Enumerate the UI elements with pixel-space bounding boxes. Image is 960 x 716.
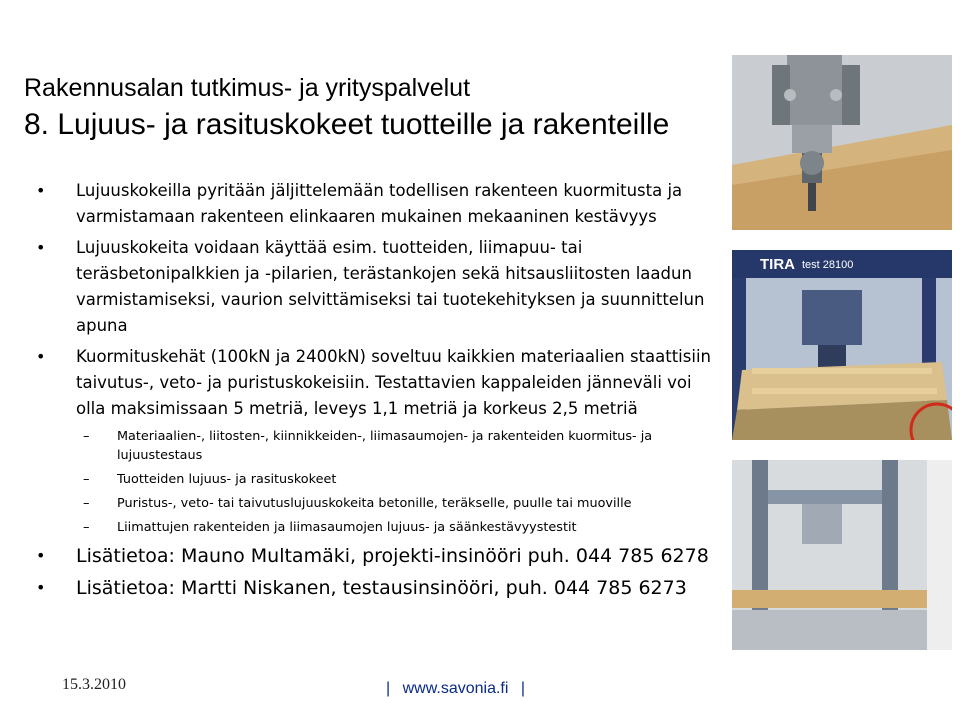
bullet-dot: • [36,181,46,200]
bullet-dot: • [36,238,46,257]
sub-bullet-item [36,518,717,537]
bullet-item [36,235,716,339]
bullet-item [36,344,716,422]
dash-marker: – [83,429,90,444]
bullet-text: Kuormituskehät (100kN ja 2400kN) soveltuu kaikkien materiaalien staattisiin taivutus-, veto- ja puristuskokeisiin. Testattavien kappaleiden jänneväli voi olla maksimissaan 5 metriä, leveys 1,1 metriä ja korkeus 2,5 metriä [76,347,711,418]
website-link[interactable]: www.savonia.fi [402,680,509,697]
test-machine-photo [732,55,952,230]
footer-separator: | [520,680,526,697]
contact-item [36,542,716,570]
tira-frame-photo [732,250,952,440]
sub-bullet-text: Tuotteiden lujuus- ja rasituskokeet [117,472,337,487]
contact-text: Lisätietoa: Mauno Multamäki, projekti-insinööri puh. 044 785 6278 [76,545,709,567]
sub-bullet-text: Materiaalien-, liitosten-, kiinnikkeiden-, liimasaumojen- ja rakenteiden kuormitus- ja lujuustestaus [117,429,653,463]
bullet-dot: • [36,347,46,366]
footer-date: 15.3.2010 [62,676,126,693]
bullet-list [36,178,716,606]
sub-bullet-text: Puristus-, veto- tai taivutuslujuuskokeita betonille, teräkselle, puulle tai muoville [117,496,632,511]
bullet-dot: • [36,578,46,597]
dash-marker: – [83,472,90,487]
bullet-dot: • [36,546,46,565]
tira-model: test 28100 [802,259,854,271]
sub-bullet-item [36,470,717,489]
dash-marker: – [83,520,90,535]
footer-website [386,680,525,698]
sub-bullet-text: Liimattujen rakenteiden ja liimasaumojen lujuus- ja säänkestävyystestit [117,520,577,535]
loading-frame-photo [732,460,952,650]
slide-title: 8. Lujuus- ja rasituskokeet tuotteille ja rakenteille [24,108,670,141]
contact-item [36,574,716,602]
sub-bullet-item [36,427,717,465]
footer-separator: | [386,680,391,697]
tira-logo: TIRA [760,256,795,273]
bullet-text: Lujuuskokeita voidaan käyttää esim. tuotteiden, liimapuu- tai teräsbetonipalkkien ja -pilarien, terästankojen sekä hitsausliitosten laadun varmistamiseksi, vaurion selvittämiseksi tai tuotekehityksen ja suunnittelun apuna [76,238,705,335]
slide-subtitle: Rakennusalan tutkimus- ja yrityspalvelut [24,74,471,102]
dash-marker: – [83,496,90,511]
sub-bullet-item [36,494,717,513]
bullet-item [36,178,716,230]
contact-text: Lisätietoa: Martti Niskanen, testausinsinööri, puh. 044 785 6273 [76,577,687,599]
bullet-text: Lujuuskokeilla pyritään jäljittelemään todellisen rakenteen kuormitusta ja varmistamaan rakenteen elinkaaren mukainen mekaaninen kestävyys [76,181,683,226]
